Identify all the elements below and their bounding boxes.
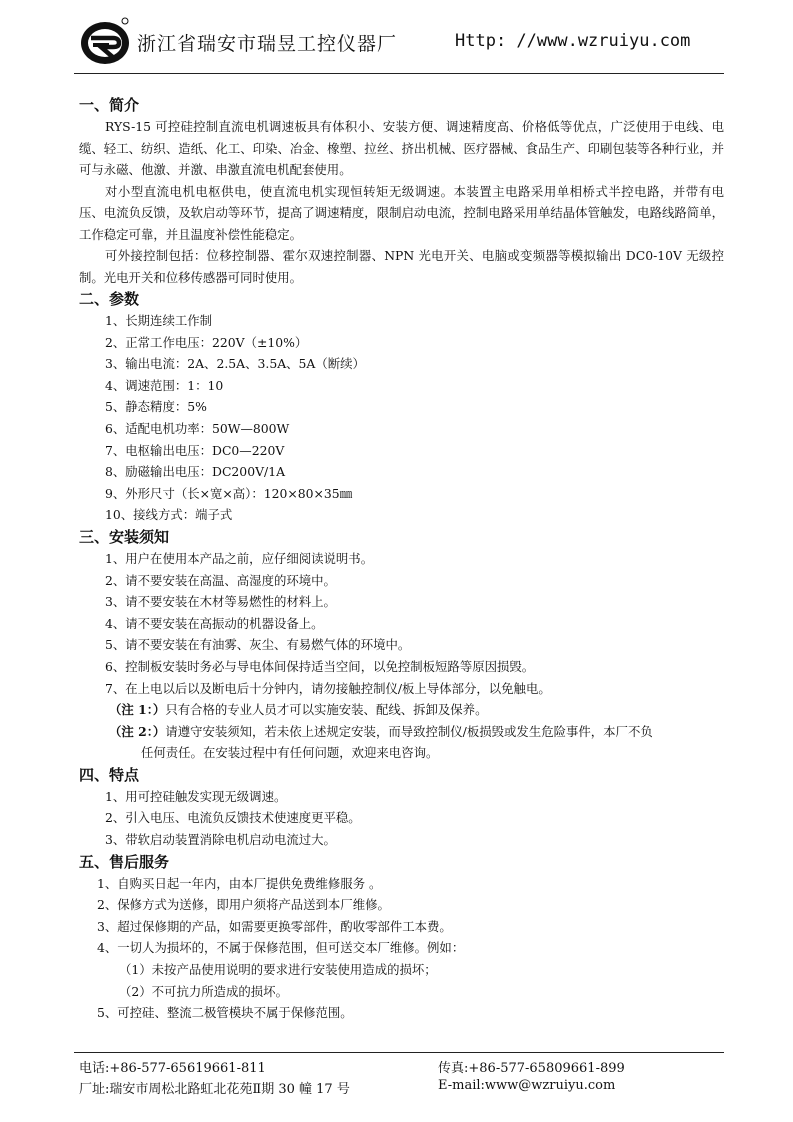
note-text: 只有合格的专业人员才可以实施安装、配线、拆卸及保养。 [165, 702, 488, 718]
footer-phone: 电话:+86-577-65619661-811 [79, 1061, 266, 1076]
param-item: 4、调速范围：1：10 [105, 377, 224, 393]
install-item: 5、请不要安装在有油雾、灰尘、有易燃气体的环境中。 [105, 637, 411, 653]
feature-item: 1、用可控硅触发实现无级调速。 [105, 788, 287, 804]
section-title-install: 三、安装须知 [79, 527, 170, 546]
section-title-params: 二、参数 [79, 290, 140, 308]
param-item: 6、适配电机功率：50W—800W [105, 420, 290, 436]
footer-email[interactable]: E-mail:www@wzruiyu.com [438, 1078, 616, 1093]
service-item: 1、自购买日起一年内，由本厂提供免费维修服务 。 [97, 875, 382, 891]
param-item: 1、长期连续工作制 [105, 313, 213, 328]
note-text: 请遵守安装须知，若未依上述规定安装，而导致控制仪/板损毁或发生危险事件，本厂不负 [165, 723, 653, 739]
feature-item: 2、引入电压、电流负反馈技术使速度更平稳。 [105, 810, 361, 826]
intro-paragraph: RYS-15 可控硅控制直流电机调速板具有体积小、安装方便、调速精度高、价格低等优点，广泛使用于电线、电缆、轻工、纺织、造纸、化工、印染、冶金、橡塑、拉丝、挤出机械、医疗器械、食品生产、印刷包装等各种行业，并可与永磁、他激、并激、串激直流电机配套使用。 [79, 119, 724, 177]
footer-address: 厂址:瑞安市周松北路虹北花苑Ⅱ期 30 幢 17 号 [79, 1082, 350, 1097]
install-item: 1、用户在使用本产品之前，应仔细阅读说明书。 [105, 550, 374, 566]
feature-item: 3、带软启动装置消除电机启动电流过大。 [105, 832, 336, 848]
company-logo-icon [79, 15, 131, 67]
section-title-features: 四、特点 [79, 765, 140, 784]
section-title-service: 五、售后服务 [79, 852, 170, 871]
install-item: 7、在上电以后以及断电后十分钟内，请勿接触控制仪/板上导体部分，以免触电。 [105, 680, 551, 696]
install-note-2-continued: 任何责任。在安装过程中有任何问题，欢迎来电咨询。 [141, 745, 439, 761]
page-header [0, 0, 793, 78]
param-item: 7、电枢输出电压：DC0—220V [105, 442, 285, 458]
param-item: 9、外形尺寸（长×宽×高）：120×80×35㎜ [105, 485, 353, 501]
service-item: 5、可控硅、整流二极管模块不属于保修范围。 [97, 1005, 353, 1021]
install-item: 6、控制板安装时务必与导电体间保持适当空间，以免控制板短路等原因损毁。 [105, 658, 535, 674]
footer-fax: 传真:+86-577-65809661-899 [438, 1061, 625, 1076]
website-url[interactable]: Http: //www.wzruiyu.com [455, 31, 691, 51]
param-item: 5、静态精度：5% [105, 399, 207, 415]
service-subitem: （1）未按产品使用说明的要求进行安装使用造成的损坏； [119, 962, 437, 978]
param-item: 10、接线方式：端子式 [105, 507, 233, 523]
footer-divider [74, 1052, 724, 1053]
document-body [79, 94, 724, 1024]
param-item: 3、输出电流：2A、2.5A、3.5A、5A（断续） [105, 356, 365, 372]
install-note-2 [79, 721, 724, 743]
intro-paragraph: 可外接控制包括：位移控制器、霍尔双速控制器、NPN 光电开关、电脑或变频器等模拟输出 DC0-10V 无级控制。光电开关和位移传感器可同时使用。 [79, 248, 724, 285]
service-item: 4、一切人为损坏的，不属于保修范围，但可送交本厂维修。例如： [97, 940, 465, 956]
install-note-1 [79, 699, 724, 721]
install-item: 3、请不要安装在木材等易燃性的材料上。 [105, 594, 336, 610]
install-item: 2、请不要安装在高温、高湿度的环境中。 [105, 572, 336, 588]
service-subitem: （2）不可抗力所造成的损坏。 [119, 983, 288, 999]
company-name: 浙江省瑞安市瑞昱工控仪器厂 [137, 33, 398, 55]
service-item: 3、超过保修期的产品，如需要更换零部件，酌收零部件工本费。 [97, 918, 452, 934]
section-title-intro: 一、简介 [79, 96, 140, 114]
param-item: 2、正常工作电压：220V（±10%） [105, 334, 308, 350]
note-label: （注 1：） [109, 702, 166, 718]
install-item: 4、请不要安装在高振动的机器设备上。 [105, 615, 324, 631]
intro-paragraph: 对小型直流电机电枢供电，使直流电机实现恒转矩无级调速。本装置主电路采用单相桥式半控电路，并带有电压、电流负反馈，及软启动等环节，提高了调速精度，限制启动电流，控制电路采用单结晶体管触发，电路线路简单，工作稳定可靠，并且温度补偿性能稳定。 [79, 183, 724, 242]
service-item: 2、保修方式为送修，即用户须将产品送到本厂维修。 [97, 897, 390, 913]
note-label: （注 2：） [109, 723, 166, 739]
header-divider [74, 73, 724, 74]
param-item: 8、励磁输出电压：DC200V/1A [105, 464, 286, 480]
